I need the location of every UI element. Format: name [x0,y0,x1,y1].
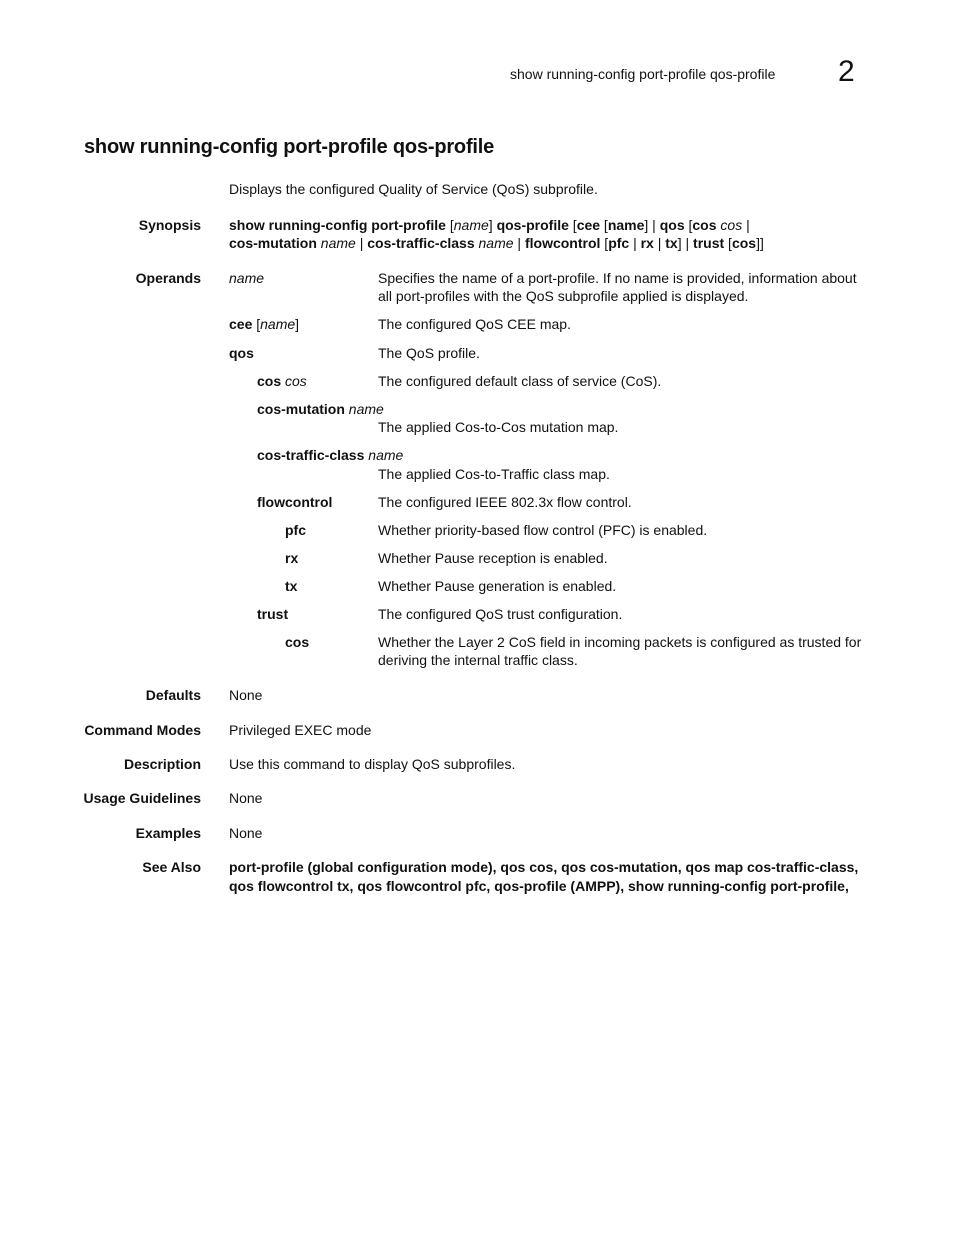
operands-label: Operands [135,270,201,286]
running-header-title: show running-config port-profile qos-profile [510,66,776,82]
operand-desc-flowcontrol: The configured IEEE 802.3x flow control. [378,494,632,510]
operand-term-cos [257,372,307,390]
description-label: Description [123,756,201,772]
operand-desc-name: Specifies the name of a port-profile. If no name is provided, information about all port-profiles with the QoS subprofile applied is displayed. [378,270,857,304]
synopsis-token: name [478,235,514,251]
operand-bracket: ] [295,316,300,332]
synopsis-token: [ [684,217,693,233]
chapter-number: 2 [838,55,855,88]
usage-guidelines-label: Usage Guidelines [83,790,201,806]
description-value: Use this command to display QoS subprofiles. [229,756,516,772]
synopsis-token: cos [731,235,757,251]
synopsis-line-1 [229,216,750,234]
operand-desc-tx: Whether Pause generation is enabled. [378,578,617,594]
operand-desc-cos-traffic-class: The applied Cos-to-Traffic class map. [378,466,610,482]
synopsis-token: [ [600,217,608,233]
synopsis-token: tx [665,235,678,251]
synopsis-token: name [607,217,645,233]
usage-guidelines-value: None [229,790,263,806]
operand-keyword: cos-traffic-class [257,447,365,463]
operand-term-tx: tx [285,578,298,594]
defaults-label: Defaults [145,687,201,703]
synopsis-token: | [742,217,750,233]
synopsis-token: trust [693,235,725,251]
operand-term-trust-cos: cos [285,634,310,650]
command-modes-label: Command Modes [84,722,201,738]
synopsis-token: | [629,235,641,251]
synopsis-token: [ [445,217,454,233]
operand-term-name: name [229,270,265,286]
synopsis-token: cos-mutation [229,235,317,251]
synopsis-token: name [320,235,356,251]
synopsis-token: cos-traffic-class [367,235,475,251]
operand-desc-cos-mutation: The applied Cos-to-Cos mutation map. [378,419,619,435]
operand-term-cee [229,315,299,333]
synopsis-token: name [453,217,489,233]
synopsis-token: pfc [608,235,630,251]
synopsis-token: qos [659,217,685,233]
synopsis-token: cos [720,217,743,233]
synopsis-token: | [653,235,666,251]
synopsis-token: cos [692,217,717,233]
operand-desc-cos: The configured default class of service (CoS). [378,373,662,389]
operand-arg: name [368,447,404,463]
operand-term-trust: trust [257,606,289,622]
synopsis-token: flowcontrol [524,235,601,251]
operand-keyword: cee [229,316,253,332]
synopsis-token: ] [488,217,497,233]
operand-desc-cee: The configured QoS CEE map. [378,316,571,332]
see-also-label: See Also [142,859,201,875]
operand-bracket: [ [252,316,261,332]
operand-term-cos-mutation [257,400,384,418]
operand-term-qos: qos [229,345,254,361]
operand-arg: name [260,316,296,332]
synopsis-token: [ [724,235,732,251]
operand-desc-qos: The QoS profile. [378,345,480,361]
operand-term-flowcontrol: flowcontrol [257,494,333,510]
synopsis-token: cee [576,217,601,233]
operand-desc-trust-cos: Whether the Layer 2 CoS field in incoming packets is configured as trusted for deriving the internal traffic class. [378,634,862,668]
operand-term-cos-traffic-class [257,446,403,464]
operand-desc-trust: The configured QoS trust configuration. [378,606,623,622]
see-also-line-2[interactable]: qos flowcontrol tx, qos flowcontrol pfc, qos-profile (AMPP), show running-config port-profile, [229,878,849,894]
operand-term-rx: rx [285,550,299,566]
synopsis-line-2 [229,234,764,252]
synopsis-token: [ [600,235,609,251]
examples-label: Examples [135,825,201,841]
operand-desc-pfc: Whether priority-based flow control (PFC) is enabled. [378,522,708,538]
synopsis-token: | [355,235,368,251]
examples-value: None [229,825,263,841]
synopsis-token: ] | [644,217,660,233]
intro-text: Displays the configured Quality of Service (QoS) subprofile. [229,181,598,197]
see-also-line-1[interactable]: port-profile (global configuration mode), qos cos, qos cos-mutation, qos map cos-traffic-class, [229,859,859,875]
synopsis-token: | [513,235,525,251]
operand-arg: cos [285,373,307,389]
synopsis-token: ]] [756,235,764,251]
synopsis-token: [ [568,217,577,233]
operand-keyword: cos-mutation [257,401,345,417]
page-title: show running-config port-profile qos-profile [84,136,495,158]
synopsis-token: ] | [677,235,694,251]
synopsis-token: qos-profile [496,217,569,233]
command-modes-value: Privileged EXEC mode [229,722,372,738]
operand-desc-rx: Whether Pause reception is enabled. [378,550,608,566]
operand-term-pfc: pfc [285,522,306,538]
synopsis-token: show running-config port-profile [229,217,446,233]
operand-keyword: cos [257,373,282,389]
synopsis-label: Synopsis [138,217,201,233]
operand-arg: name [348,401,384,417]
synopsis-token: rx [640,235,654,251]
defaults-value: None [229,687,263,703]
